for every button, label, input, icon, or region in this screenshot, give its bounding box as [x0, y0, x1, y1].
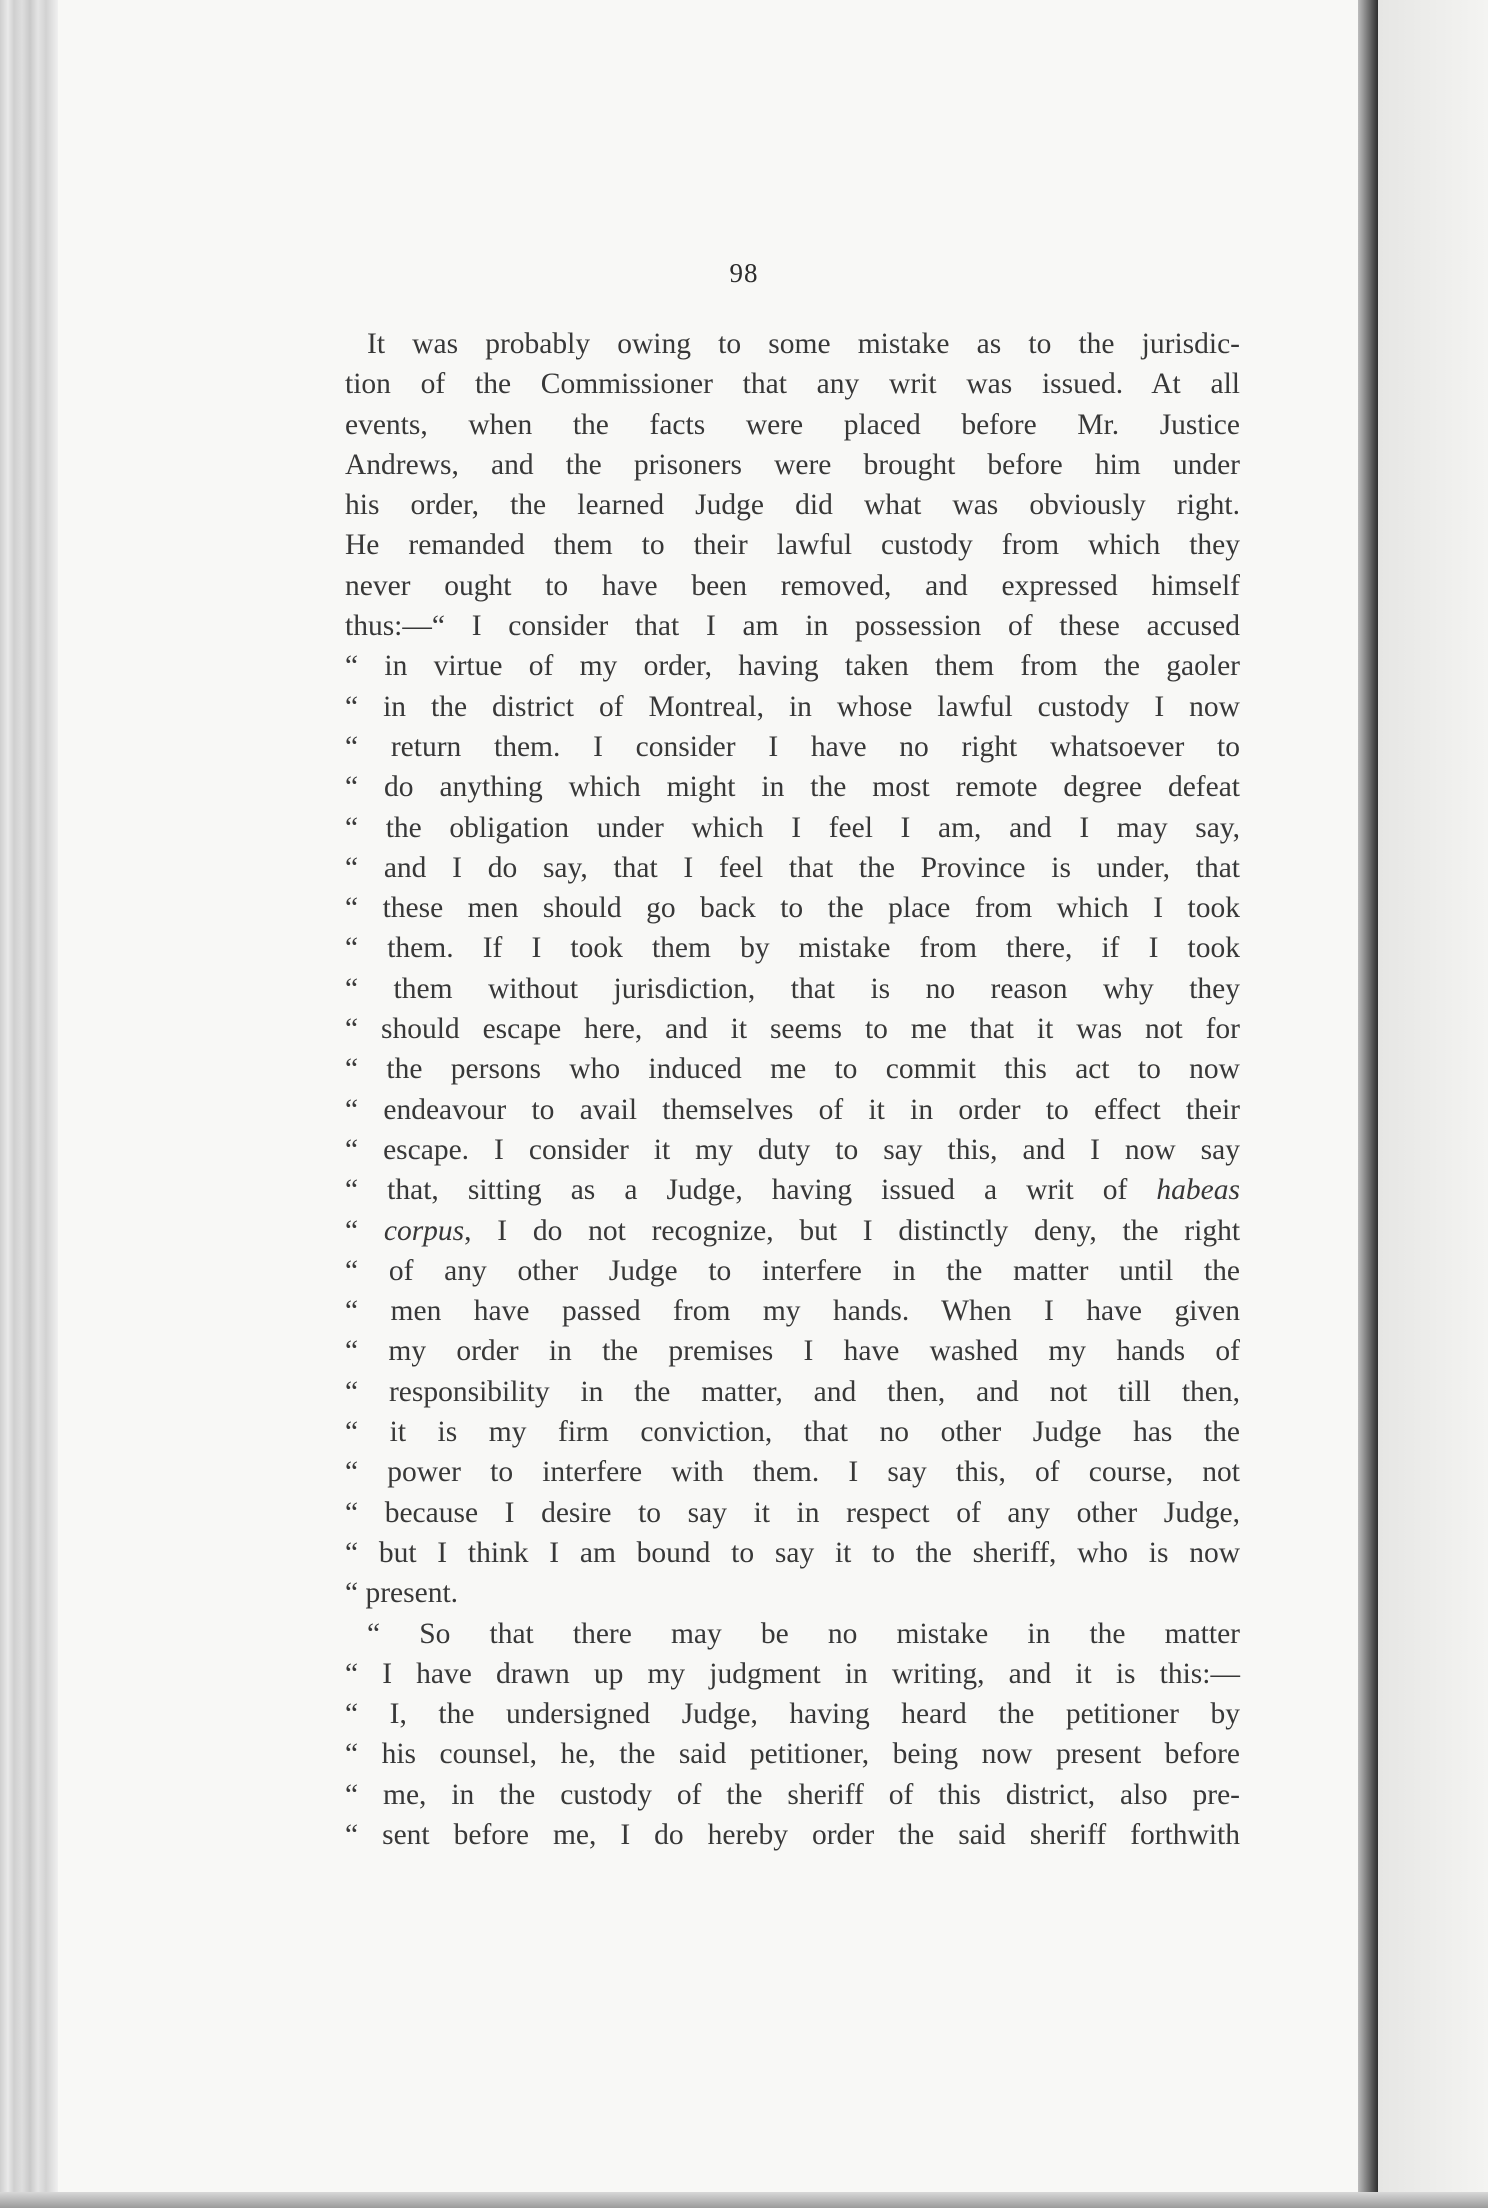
text-line: “ me, in the custody of the sheriff of this district, also pre-: [345, 1778, 1240, 1811]
text-line: “ these men should go back to the place from which I took: [345, 892, 1240, 925]
text-line: “ them without jurisdiction, that is no reason why they: [345, 972, 1240, 1005]
text-line: never ought to have been removed, and expressed himself: [345, 569, 1240, 602]
text-line: “ in the district of Montreal, in whose lawful custody I now: [345, 690, 1240, 723]
text-line: “ my order in the premises I have washed my hands of: [345, 1335, 1240, 1368]
text-line: thus:—“ I consider that I am in possession of these accused: [345, 610, 1240, 643]
text-line: “ responsibility in the matter, and then, and not till then,: [345, 1375, 1240, 1408]
text-line: “ men have passed from my hands. When I have given: [345, 1295, 1240, 1328]
text-line: “ I have drawn up my judgment in writing, and it is this:—: [345, 1657, 1240, 1690]
text-line: “ his counsel, he, the said petitioner, being now present before: [345, 1738, 1240, 1771]
page-number: 98: [729, 258, 759, 288]
text-line: “ them. If I took them by mistake from there, if I took: [345, 932, 1240, 965]
text-line: tion of the Commissioner that any writ was issued. At all: [345, 368, 1240, 401]
text-line: “ and I do say, that I feel that the Province is under, that: [345, 851, 1240, 884]
text-line: Andrews, and the prisoners were brought before him under: [345, 448, 1240, 481]
text-line: “ but I think I am bound to say it to the sheriff, who is now: [345, 1536, 1240, 1569]
bottom-shadow: [0, 2192, 1488, 2208]
text-line: “ because I desire to say it in respect of any other Judge,: [345, 1496, 1240, 1529]
text-line: “ the obligation under which I feel I am, and I may say,: [345, 811, 1240, 844]
text-line: “ I, the undersigned Judge, having heard the petitioner by: [345, 1698, 1240, 1731]
text-line: “ corpus, I do not recognize, but I distinctly deny, the right: [345, 1214, 1241, 1247]
text-line: “ endeavour to avail themselves of it in order to effect their: [345, 1093, 1240, 1126]
text-line: “ present.: [345, 1577, 459, 1610]
text-line: events, when the facts were placed before Mr. Justice: [345, 408, 1240, 441]
text-line: “ in virtue of my order, having taken them from the gaoler: [345, 650, 1240, 683]
text-line: It was probably owing to some mistake as to the jurisdic-: [367, 328, 1240, 360]
text-line: “ power to interfere with them. I say this, of course, not: [345, 1456, 1240, 1489]
facing-page-edge: [1378, 0, 1488, 2208]
text-line: “ sent before me, I do hereby order the said sheriff forthwith: [345, 1818, 1240, 1851]
text-line: “ So that there may be no mistake in the matter: [367, 1617, 1240, 1650]
text-line: “ escape. I consider it my duty to say this, and I now say: [345, 1133, 1240, 1166]
text-line: “ should escape here, and it seems to me that it was not for: [345, 1013, 1240, 1046]
text-line: his order, the learned Judge did what was obviously right.: [345, 489, 1240, 522]
body-text: [345, 324, 1240, 1855]
text-line: “ the persons who induced me to commit this act to now: [345, 1053, 1240, 1086]
text-line: “ do anything which might in the most remote degree defeat: [345, 771, 1240, 804]
text-line: “ return them. I consider I have no right whatsoever to: [345, 730, 1240, 763]
book-gutter: [1358, 0, 1378, 2208]
page-stack-edge: [0, 0, 58, 2208]
text-line: “ that, sitting as a Judge, having issued a writ of habeas: [345, 1174, 1240, 1207]
text-line: “ it is my firm conviction, that no other Judge has the: [345, 1416, 1240, 1449]
text-line: He remanded them to their lawful custody from which they: [345, 529, 1240, 562]
text-line: “ of any other Judge to interfere in the matter until the: [345, 1254, 1240, 1287]
